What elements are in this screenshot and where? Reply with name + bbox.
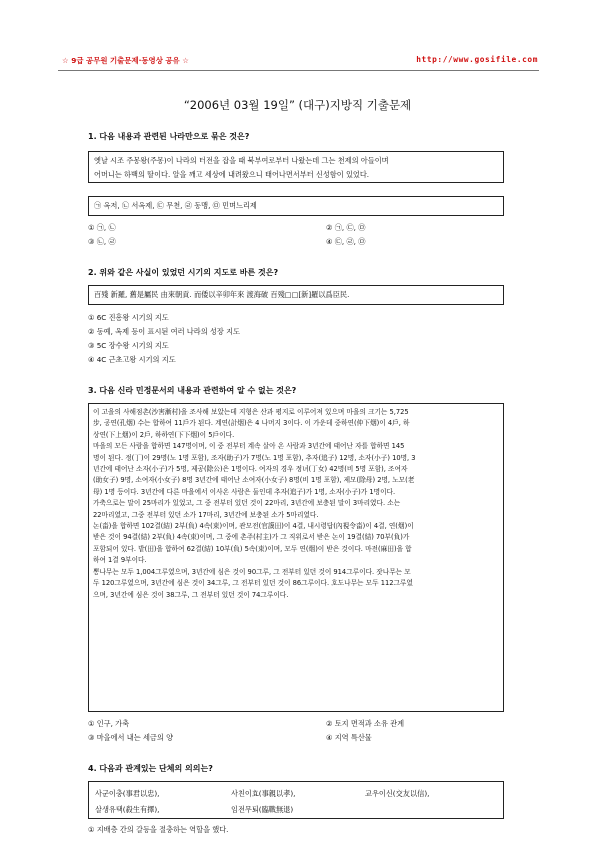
header-rule — [58, 70, 539, 71]
question-4-heading: 4. 다음과 관계있는 단체의 의의는? — [88, 764, 213, 773]
precept-3: 교우이신(交友以信), — [365, 789, 430, 798]
precept-5: 임전무퇴(臨戰無退) — [231, 805, 294, 814]
question-1-passage-box — [88, 151, 504, 183]
passage-line: 어머니는 하백의 딸이다. 알을 깨고 세상에 내려왔으니 태어나면서부터 신성함이 있었다. — [94, 169, 370, 179]
choice-2-3[interactable]: ③ 5C 장수왕 시기의 지도 — [88, 341, 169, 350]
question-1-items-box — [88, 196, 504, 216]
passage-line: 22마리였고, 그중 전부터 있던 소가 17마리, 3년간에 보충된 소가 5마리였다. — [93, 510, 319, 519]
passage-line: 논(畓)을 합하면 102결(結) 2부(負) 4속(束)이며, 관모전(官謨田)이 4결, 내시령답(內視令畓)이 4결, 연(烟)이 — [93, 522, 414, 531]
passage-line: 으며, 3년간에 심은 것이 38그루, 그 전부터 있던 것이 74그루이다. — [93, 590, 289, 599]
passage-line: 마을의 모든 사람을 합하면 147명이며, 이 중 전부터 계속 살아 온 사람과 3년간에 태어난 자를 합하면 145 — [93, 442, 405, 451]
precept-4: 살생유택(殺生有擇), — [95, 805, 160, 814]
choice-1-1[interactable]: ① ㉠, ㉡ — [88, 223, 116, 232]
passage-line: (助女子) 9명, 소여자(小女子) 8명 3년간에 태어난 소여자(小女子) 8명(비 1명 포함), 제모(除母) 2명, 노모(老 — [93, 476, 415, 485]
passage-line: 步, 공연(孔烟) 수는 합하여 11戶가 된다. 계연(計烟)은 4 나머지 3이다. 이 가운데 중하연(仲下烟)이 4戶, 하 — [93, 419, 410, 428]
passage-line: 하여 1결 9부이다. — [93, 556, 147, 565]
question-3-heading: 3. 다음 신라 민정문서의 내용과 관련하여 알 수 없는 것은? — [88, 386, 297, 395]
passage-line: 받은 것이 94결(結) 2부(負) 4속(束)이며, 그 중에 촌주(村主)가 그 직위로서 받은 논이 19결(結) 70부(負)가 — [93, 533, 410, 542]
passage-text: 百殘 新羅, 舊是屬民 由來朝貢. 而倭以辛卯年來 渡海破 百殘□□[新]羅以爲臣民. — [94, 290, 350, 299]
passage-line: 옛날 시조 주몽왕(주몽)이 나라의 터전을 잡을 때 북부여로부터 나왔는데 그는 천제의 아들이며 — [94, 156, 389, 165]
question-2-heading: 2. 위와 같은 사실이 있었던 시기의 지도로 바른 것은? — [88, 268, 279, 277]
passage-line: 母) 1명 등이다. 3년간에 다른 마을에서 이사온 사람은 둘인데 추자(追子)가 1명, 소자(小子)가 1명이다. — [93, 487, 396, 496]
passage-line: 포함되어 있다. 밭(田)을 합하여 62결(結) 10부(負) 5속(束)이며, 모두 연(烟)이 받은 것이다. 마전(麻田)을 합 — [93, 544, 412, 553]
choice-1-2[interactable]: ② ㉠, ㉢, ㉤ — [326, 223, 366, 232]
header-url[interactable]: http://www.gosifile.com — [416, 55, 538, 64]
items-text: ㉠ 옥저, ㉡ 서옥제, ㉢ 무천, ㉣ 동맹, ㉤ 민며느리제 — [94, 201, 257, 210]
passage-line: 두 120그루였으며, 3년간에 심은 것이 34그루, 그 전부터 있던 것이 86그루이다. 호도나무는 모두 112그루였 — [93, 579, 413, 588]
choice-3-4[interactable]: ④ 지역 특산물 — [326, 733, 372, 742]
choice-1-4[interactable]: ④ ㉢, ㉣, ㉤ — [326, 237, 366, 246]
question-2-passage-box — [88, 285, 504, 305]
choice-2-4[interactable]: ④ 4C 근초고왕 시기의 지도 — [88, 355, 176, 364]
header-left-text: ☆ 9급 공무원 기출문제·동영상 공유 ☆ — [62, 56, 189, 65]
passage-line: 가축으로는 말이 25마리가 있었고, 그 중 전부터 있던 것이 22마리, 3년간에 보충된 말이 3마리였다. 소는 — [93, 499, 401, 508]
passage-line: 뽕나무는 모두 1,004그루였으며, 3년간에 심은 것이 90그루, 그 전부터 있던 것이 914그루이다. 잣나무는 모 — [93, 567, 411, 576]
choice-1-3[interactable]: ③ ㉡, ㉣ — [88, 237, 116, 246]
choice-2-2[interactable]: ② 동예, 옥제 등이 표시된 여러 나라의 성장 지도 — [88, 327, 240, 336]
precept-2: 사친이효(事親以孝), — [231, 789, 296, 798]
passage-line: 상연(下上烟)이 2戶, 하하연(下下烟)이 5戶이다. — [93, 430, 235, 439]
passage-line: 이 고을의 사해점촌(沙害漸村)을 조사해 보았는데 지형은 산과 평지로 이루어져 있으며 마을의 크기는 5,725 — [93, 408, 409, 416]
question-3-passage-box — [88, 403, 504, 712]
choice-3-2[interactable]: ② 토지 면적과 소유 관계 — [326, 719, 405, 728]
passage-line: 년간에 태어난 소자(小子)가 5명, 제공(除公)은 1명이다. 여자의 경우 정녀(丁女) 42명(비 5명 포함), 조여자 — [93, 465, 408, 474]
choice-2-1[interactable]: ① 6C 진흥왕 시기의 지도 — [88, 313, 169, 322]
precept-1: 사군이충(事君以忠), — [95, 789, 160, 798]
question-1-heading: 1. 다음 내용과 관련된 나라만으로 묶은 것은? — [88, 132, 250, 141]
choice-4-1[interactable]: ① 지배층 간의 갈등을 절충하는 역할을 했다. — [88, 825, 229, 834]
page-title: “2006년 03월 19일” (대구)지방직 기출문제 — [183, 98, 412, 112]
question-4-passage-box — [88, 781, 504, 819]
choice-3-3[interactable]: ③ 마을에서 내는 세금의 양 — [88, 733, 174, 742]
choice-3-1[interactable]: ① 인구, 가축 — [88, 719, 130, 728]
passage-line: 명이 된다. 정(丁)이 29명(노 1명 포함), 조자(助子)가 7명(노 1명 포함), 추자(追子) 12명, 소자(小子) 10명, 3 — [93, 453, 416, 462]
